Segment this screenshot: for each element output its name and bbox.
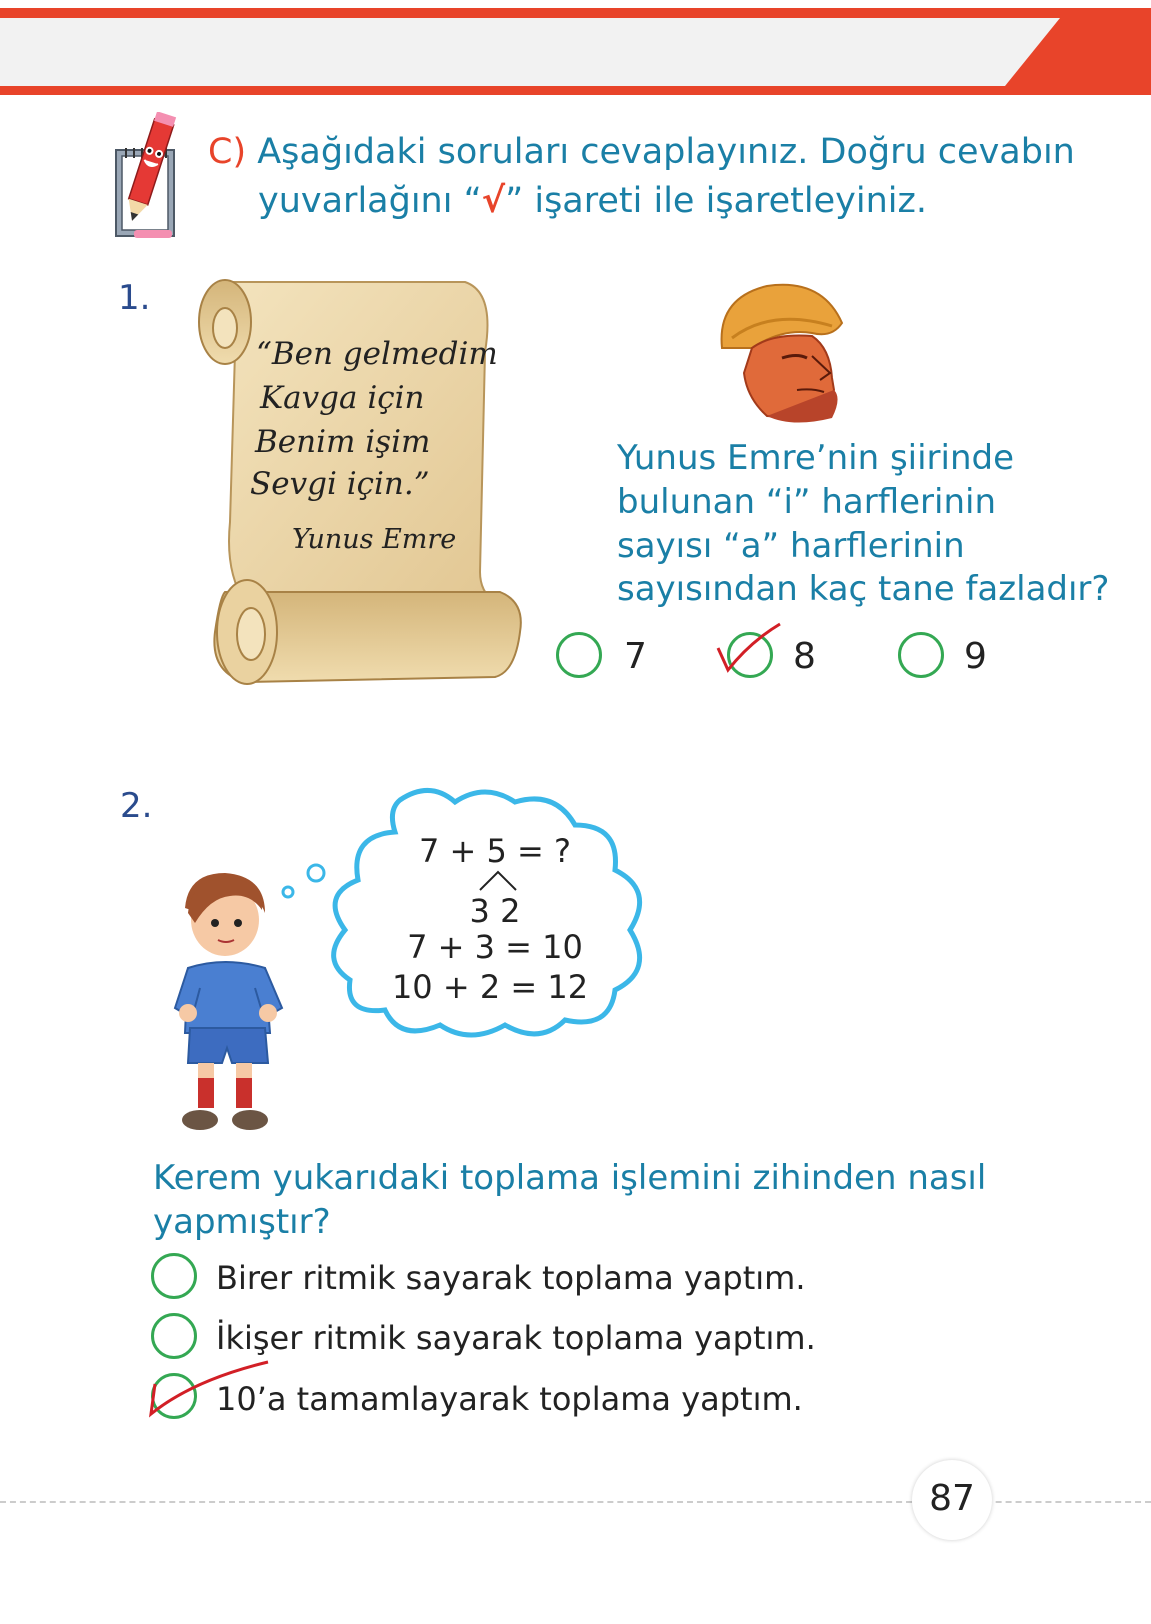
red-check-mark-icon [712, 620, 784, 676]
question-number-1: 1. [118, 278, 151, 318]
q2-option-1-label: Birer ritmik sayarak toplama yaptım. [216, 1259, 806, 1297]
q1-question-line-3: sayısı “a” harflerinin [617, 526, 965, 566]
thinking-boy-illustration [170, 868, 310, 1140]
answer-circle[interactable] [151, 1313, 197, 1359]
notebook-pencil-icon [110, 112, 180, 242]
section-letter: C) [208, 132, 247, 172]
bubble-equation-1: 7 + 5 = ? [418, 832, 571, 870]
yunus-emre-portrait [712, 278, 852, 426]
split-branches [478, 870, 518, 892]
page-number: 87 [929, 1478, 975, 1519]
check-mark-symbol: √ [481, 181, 506, 221]
poem-line-1: “Ben gelmedim [256, 336, 498, 372]
instruction-line-1: C) Aşağıdaki soruları cevaplayınız. Doğru cevabın [208, 132, 1075, 172]
instruction-line-2: yuvarlağını “√” işareti ile işaretleyiniz. [258, 181, 927, 221]
q1-option-9[interactable] [898, 632, 944, 678]
poem-author: Yunus Emre [292, 524, 457, 555]
q2-option-2[interactable] [151, 1313, 197, 1359]
q1-option-8-label: 8 [793, 636, 816, 677]
q2-option-2-label: İkişer ritmik sayarak toplama yaptım. [216, 1319, 816, 1357]
bubble-equation-2: 7 + 3 = 10 [407, 928, 583, 966]
header-banner [0, 0, 1151, 100]
q1-question-line-1: Yunus Emre’nin şiirinde [617, 438, 1015, 478]
bubble-equation-3: 10 + 2 = 12 [391, 968, 589, 1006]
q2-option-1[interactable] [151, 1253, 197, 1299]
poem-line-4: Sevgi için.” [250, 466, 430, 502]
q1-option-7-label: 7 [624, 636, 647, 677]
q1-question-line-2: bulunan “i” harflerinin [617, 482, 997, 522]
q1-option-9-label: 9 [964, 636, 987, 677]
answer-circle[interactable] [556, 632, 602, 678]
q2-question-line-2: yapmıştır? [153, 1202, 331, 1242]
poem-line-2: Kavga için [260, 380, 425, 416]
answer-circle[interactable] [898, 632, 944, 678]
q1-option-7[interactable] [556, 632, 602, 678]
bubble-split: 3 2 [469, 892, 521, 930]
q2-question-line-1: Kerem yukarıdaki toplama işlemini zihinden nasıl [153, 1158, 987, 1198]
answer-circle[interactable] [151, 1253, 197, 1299]
question-number-2: 2. [120, 786, 153, 826]
q1-question-line-4: sayısından kaç tane fazladır? [617, 569, 1110, 609]
q2-option-3-label: 10’a tamamlayarak toplama yaptım. [216, 1380, 803, 1418]
poem-line-3: Benim işim [255, 424, 431, 460]
